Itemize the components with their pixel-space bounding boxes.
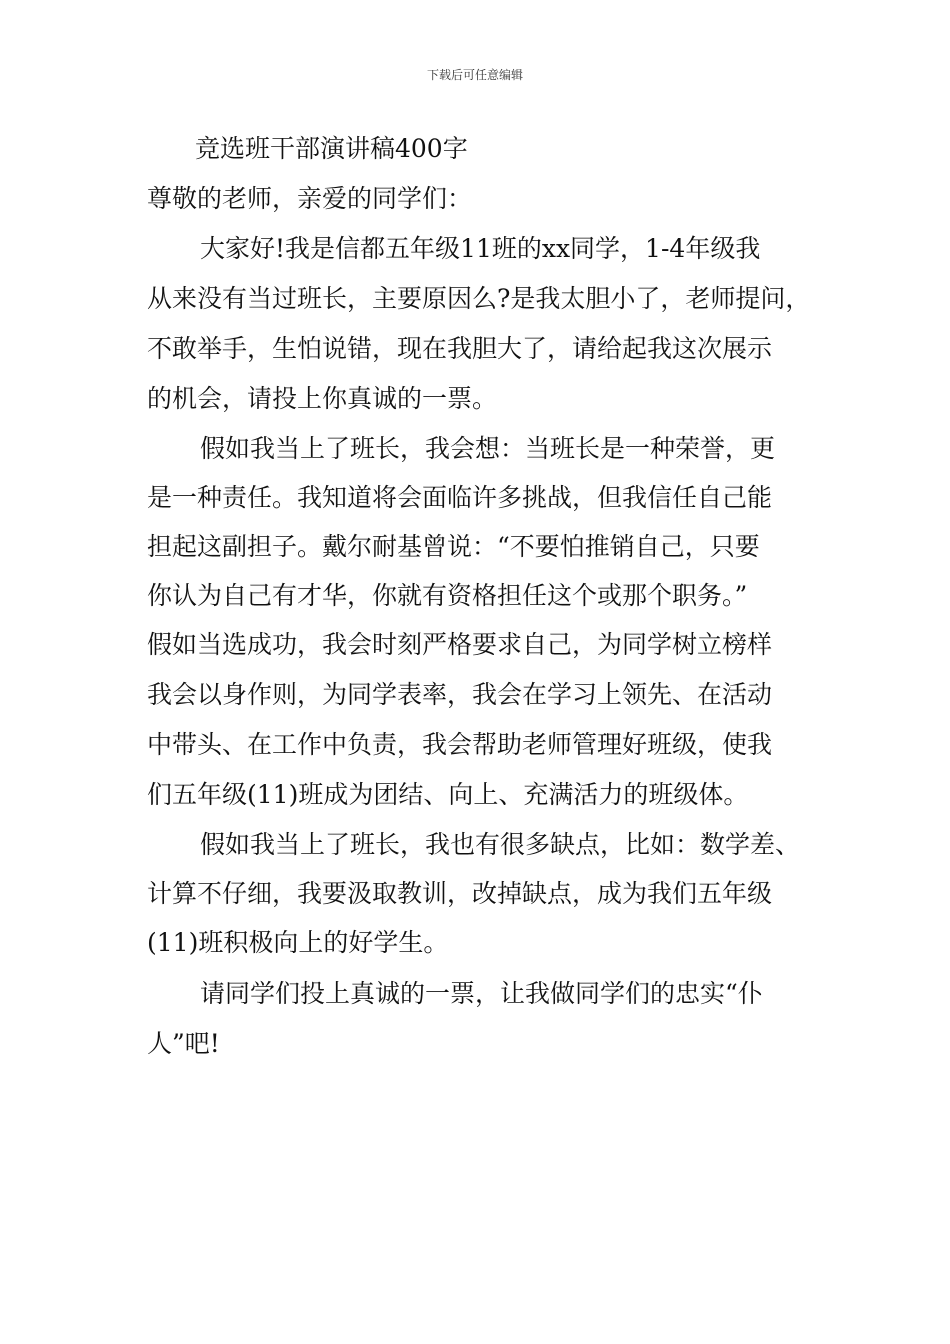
paragraph-line: 假如我当上了班长，我也有很多缺点，比如：数学差、 xyxy=(200,830,801,859)
salutation: 尊敬的老师，亲爱的同学们： xyxy=(147,184,473,213)
paragraph-line: 们五年级(11)班成为团结、向上、充满活力的班级体。 xyxy=(147,780,749,809)
page-header: 下载后可任意编辑 xyxy=(426,68,523,82)
paragraph-line: 人”吧! xyxy=(147,1029,220,1058)
document-title: 竞选班干部演讲稿400字 xyxy=(195,134,468,163)
paragraph-line: 的机会，请投上你真诚的一票。 xyxy=(147,384,498,413)
paragraph-line: 计算不仔细，我要汲取教训，改掉缺点，成为我们五年级 xyxy=(147,879,773,908)
paragraph-line: 中带头、在工作中负责，我会帮助老师管理好班级，使我 xyxy=(147,730,773,759)
paragraph-line: 假如当选成功，我会时刻严格要求自己，为同学树立榜样 xyxy=(147,630,773,659)
paragraph-line: (11)班积极向上的好学生。 xyxy=(147,928,449,957)
paragraph-line: 我会以身作则，为同学表率，我会在学习上领先、在活动 xyxy=(147,680,773,709)
paragraph-line: 你认为自己有才华，你就有资格担任这个或那个职务。” xyxy=(147,581,748,610)
paragraph-line: 是一种责任。我知道将会面临许多挑战，但我信任自己能 xyxy=(147,483,773,512)
paragraph-line: 请同学们投上真诚的一票，让我做同学们的忠实“仆 xyxy=(200,979,763,1008)
paragraph-line: 担起这副担子。戴尔耐基曾说：“不要怕推销自己，只要 xyxy=(147,532,760,561)
paragraph-line: 大家好!我是信都五年级11班的xx同学，1-4年级我 xyxy=(200,234,761,263)
paragraph-line: 从来没有当过班长，主要原因么?是我太胆小了，老师提问， xyxy=(147,284,811,313)
paragraph-line: 不敢举手，生怕说错，现在我胆大了，请给起我这次展示 xyxy=(147,334,773,363)
paragraph-line: 假如我当上了班长，我会想：当班长是一种荣誉，更 xyxy=(200,434,776,463)
